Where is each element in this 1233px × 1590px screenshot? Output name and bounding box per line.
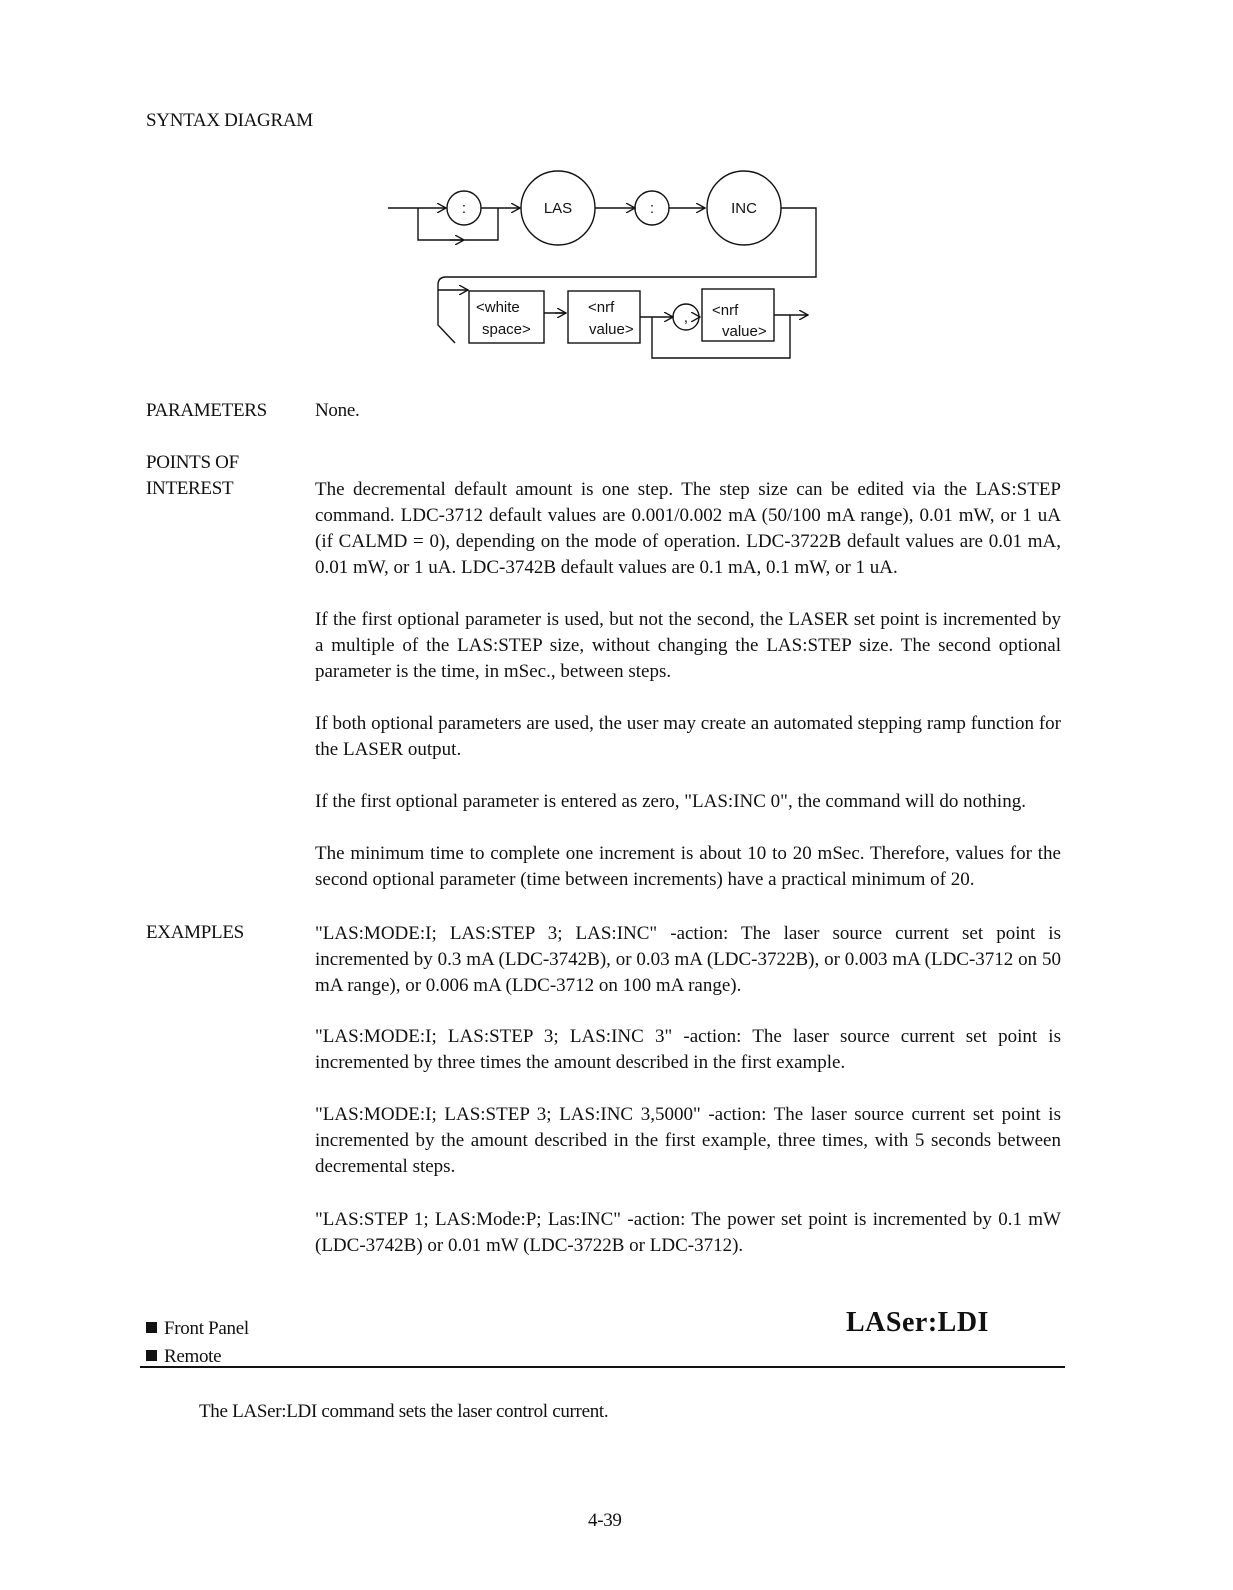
example-paragraph: "LAS:MODE:I; LAS:STEP 3; LAS:INC" -action: The laser source current set point is incremented by 0.3 mA (LDC-3742B), or 0.03 mA (LDC-3722B), or 0.003 mA (LDC-3712 on 50 mA range), or 0.006 mA (LDC-3712 on 100 mA range). (315, 923, 1061, 996)
page-number: 4-39 (588, 1510, 622, 1531)
poi-paragraph: If both optional parameters are used, the user may create an automated stepping ramp function for the LASER output. (315, 713, 1061, 760)
front-panel-label: Front Panel (164, 1318, 249, 1339)
white-space-label-2: space> (482, 321, 531, 338)
las-label: LAS (543, 200, 573, 217)
syntax-diagram-heading: SYNTAX DIAGRAM (146, 110, 313, 131)
parameters-value: None. (315, 400, 360, 421)
examples-label: EXAMPLES (146, 922, 244, 943)
parameters-label: PARAMETERS (146, 400, 267, 421)
poi-paragraph: The minimum time to complete one increment is about 10 to 20 mSec. Therefore, values for the second optional parameter (time between increments) have a practical minimum of 20. (315, 843, 1061, 890)
front-panel-item (146, 1318, 249, 1340)
nrf-value-label-2b: value> (722, 323, 767, 340)
nrf-value-label-2a: <nrf (712, 302, 739, 319)
square-bullet-icon (146, 1350, 157, 1361)
white-space-label-1: <white (476, 299, 520, 316)
example-paragraph: "LAS:MODE:I; LAS:STEP 3; LAS:INC 3,5000" -action: The laser source current set point is incremented by the amount described in the first example, three times, with 5 seconds between decremental steps. (315, 1104, 1061, 1177)
colon-label-1: : (461, 200, 467, 217)
syntax-diagram (380, 165, 830, 370)
points-of-interest-label-1: POINTS OF (146, 452, 239, 473)
nrf-value-label-1a: <nrf (588, 299, 615, 316)
nrf-value-label-1b: value> (589, 321, 634, 338)
remote-label: Remote (164, 1346, 222, 1367)
example-paragraph: "LAS:MODE:I; LAS:STEP 3; LAS:INC 3" -action: The laser source current set point is incremented by three times the amount described in the first example. (315, 1026, 1061, 1073)
inc-label: INC (731, 200, 757, 217)
comma-label: , (683, 309, 689, 326)
poi-paragraph: If the first optional parameter is entered as zero, "LAS:INC 0", the command will do nothing. (315, 791, 1026, 812)
example-paragraph: "LAS:STEP 1; LAS:Mode:P; Las:INC" -action: The power set point is incremented by 0.1 mW (LDC-3742B) or 0.01 mW (LDC-3722B or LDC-3712). (315, 1209, 1061, 1256)
command-title: LASer:LDI (846, 1307, 989, 1338)
points-of-interest-label-2: INTEREST (146, 478, 234, 499)
section-rule (140, 1366, 1065, 1368)
square-bullet-icon (146, 1322, 157, 1333)
remote-item (146, 1346, 221, 1368)
colon-label-2: : (649, 200, 655, 217)
poi-paragraph: The decremental default amount is one step. The step size can be edited via the LAS:STEP command. LDC-3712 default values are 0.001/0.002 mA (50/100 mA range), 0.01 mW, or 1 uA (if CALMD = 0), depending on the mode of operation. LDC-3722B default values are 0.01 mA, 0.01 mW, or 1 uA. LDC-3742B default values are 0.1 mA, 0.1 mW, or 1 uA. (315, 479, 1061, 578)
command-description: The LASer:LDI command sets the laser control current. (199, 1401, 609, 1422)
poi-paragraph: If the first optional parameter is used, but not the second, the LASER set point is incremented by a multiple of the LAS:STEP size, without changing the LAS:STEP size. The second optional parameter is the time, in mSec., between steps. (315, 609, 1061, 682)
